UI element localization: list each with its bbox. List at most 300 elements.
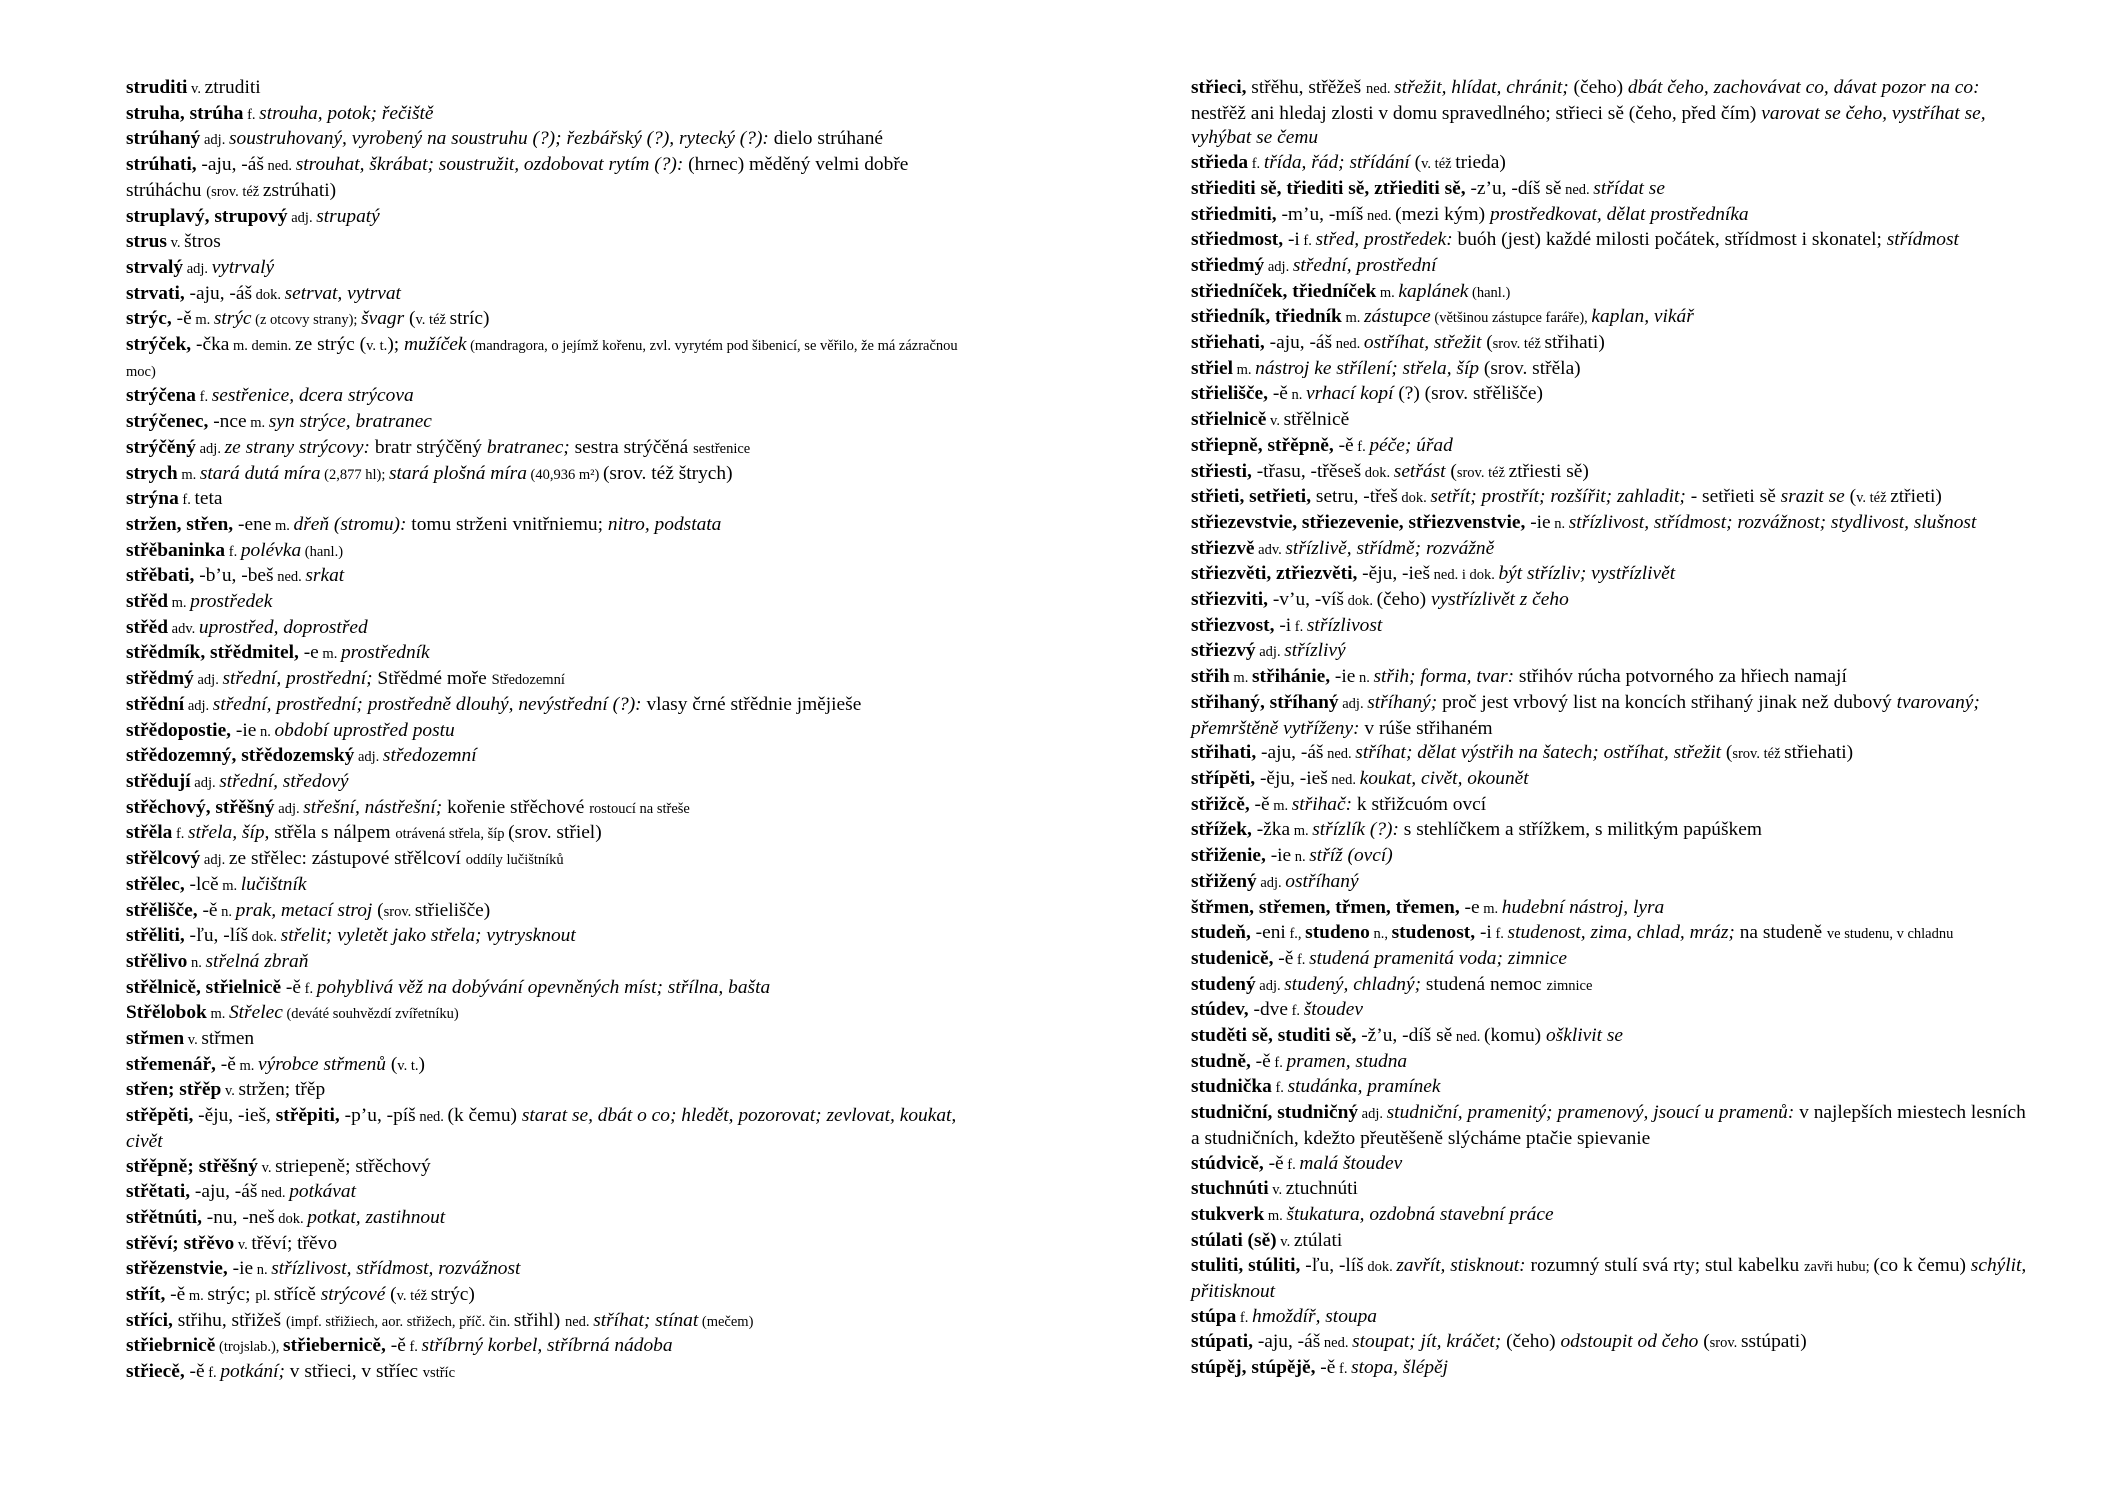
headword: střiedník, třiedník	[1191, 306, 1342, 328]
headword: strýčenec,	[126, 411, 214, 433]
entry-text: střícě	[273, 1284, 321, 1306]
grammar-note: m.	[1376, 284, 1399, 301]
headword: strvalý	[126, 256, 184, 278]
grammar-note: f.	[1248, 156, 1264, 173]
meaning-text: srazit se	[1780, 486, 1845, 508]
grammar-note: oddíly lučištníků	[465, 852, 564, 869]
headword: stúpati,	[1191, 1331, 1258, 1353]
headword: střiezvý	[1191, 640, 1256, 662]
dictionary-entry	[1191, 1050, 2034, 1076]
entry-text: (srov. střěla)	[1479, 357, 1581, 379]
headword: střěpěti,	[126, 1105, 199, 1127]
meaning-text: střízlík (?):	[1312, 819, 1399, 841]
grammar-note: v.	[234, 1236, 252, 1253]
meaning-text: zástupce	[1364, 306, 1431, 328]
headword: stříci,	[126, 1309, 178, 1331]
grammar-note: n.	[1291, 849, 1310, 866]
meaning-text: střízlivě, střídmě; rozvážně	[1285, 537, 1495, 559]
entry-text: sestra strýčěná	[569, 436, 694, 458]
meaning-text: stará plošná míra	[389, 462, 527, 484]
grammar-note: (trojslab.),	[215, 1339, 284, 1356]
entry-text: (srov. střiel)	[508, 822, 602, 844]
dictionary-entry	[1191, 818, 2034, 844]
meaning-text: strýc	[213, 308, 252, 330]
dictionary-entry	[1191, 767, 2034, 793]
meaning-text: střihač:	[1291, 793, 1353, 815]
dictionary-entry	[1191, 1024, 2034, 1050]
grammar-note: n.	[1287, 387, 1307, 404]
entry-text: -i	[1279, 614, 1292, 636]
headword: stuliti, stúliti,	[1191, 1255, 1306, 1277]
grammar-note: ve studenu, v chladnu	[1826, 926, 1954, 943]
headword: střiedmost,	[1191, 229, 1288, 251]
meaning-text: potkat, zastihnout	[307, 1206, 446, 1228]
dictionary-entry	[1191, 76, 2034, 151]
meaning-text: varovat se čeho, vystříhat se, vyhýbat se čemu	[1191, 102, 1986, 149]
dictionary-entry	[126, 513, 976, 539]
headword: střemenář,	[126, 1053, 221, 1075]
meaning-text: stopa, šlépěj	[1351, 1357, 1449, 1379]
dictionary-entry	[126, 282, 976, 308]
dictionary-entry	[126, 1001, 976, 1027]
entry-text: střihóv rúcha potvorného za hřiech namají	[1514, 666, 1847, 688]
meaning-text: dbát čeho, zachovávat co, dávat pozor na co:	[1627, 77, 1980, 98]
dictionary-entry	[126, 127, 976, 153]
dictionary-entry	[126, 539, 976, 565]
grammar-note: m.	[191, 312, 214, 329]
entry-text: -ľu, -líš	[1305, 1255, 1364, 1277]
dictionary-entry	[126, 230, 976, 256]
grammar-note: (impf. střižiech, aor. střižech, příč. čin.	[285, 1313, 514, 1330]
meaning-text: strupatý	[316, 205, 380, 227]
dictionary-entry	[126, 693, 976, 719]
meaning-text: soustruhovaný, vyrobený na soustruhu (?); řezbářský (?), rytecký (?):	[228, 128, 769, 150]
meaning-text: studený, chladný;	[1284, 973, 1422, 995]
grammar-note: adj.	[1338, 695, 1368, 712]
entry-text: nestřěž ani hledaj zlosti v domu spravedlného; střieci sě (čeho, před čím)	[1191, 102, 1762, 124]
grammar-note: n.	[256, 723, 275, 740]
grammar-note: Středozemní	[491, 672, 565, 689]
dictionary-entry	[126, 899, 976, 925]
dictionary-entry	[126, 564, 976, 590]
entry-text: -ie	[235, 719, 257, 741]
entry-text: střěla s nálpem	[269, 822, 396, 844]
headword: střiezviti,	[1191, 589, 1273, 611]
dictionary-entry	[1191, 434, 2034, 460]
grammar-note: m.	[177, 466, 200, 483]
dictionary-entry	[126, 641, 976, 667]
grammar-note: v.	[1276, 1233, 1294, 1250]
entry-text: setru, -třeš	[1315, 486, 1398, 508]
meaning-text: prostředek	[190, 591, 273, 613]
grammar-note: ned.	[1332, 336, 1364, 353]
entry-text: -e	[1464, 896, 1480, 918]
headword: střiebrnicě	[126, 1335, 216, 1357]
meaning-text: dřeň (stromu):	[293, 513, 407, 535]
entry-text: ztřiesti sě)	[1508, 460, 1589, 482]
meaning-text: potkání;	[220, 1361, 285, 1383]
meaning-text: střešní, nástřešní;	[303, 796, 443, 818]
grammar-note: srov.	[1709, 1335, 1741, 1352]
entry-text: (srov. též štrych)	[602, 462, 733, 484]
headword: studenicě,	[1191, 947, 1279, 969]
meaning-text: štoudev	[1303, 999, 1363, 1021]
headword: studniční, studničný	[1191, 1102, 1359, 1124]
entry-text: v rúše střihaném	[1359, 717, 1493, 739]
grammar-note: m.	[168, 595, 191, 612]
entry-text: -ě	[1255, 1050, 1271, 1072]
entry-text: -eni	[1255, 922, 1286, 944]
dictionary-entry	[1191, 331, 2034, 357]
meaning-text: setrvat, vytrvat	[284, 282, 401, 304]
grammar-note: f.	[225, 543, 241, 560]
headword: střielnicě	[1191, 409, 1267, 431]
grammar-note: f.	[178, 492, 195, 509]
grammar-note: (většinou zástupce faráře),	[1430, 310, 1592, 327]
headword: střěpiti,	[275, 1105, 345, 1127]
headword: střieci,	[1191, 77, 1252, 98]
meaning-text: starat se, dbát o co; hledět, pozorovat; zevlovat, koukat, civět	[126, 1105, 957, 1152]
grammar-note: adj.	[1256, 874, 1286, 891]
entry-text: -ie	[1530, 511, 1551, 533]
grammar-note: adj.	[183, 260, 212, 277]
grammar-note: dok.	[1397, 490, 1431, 507]
dictionary-entry	[126, 333, 976, 384]
headword: střiediti sě, třiediti sě, ztřiediti sě,	[1191, 177, 1471, 199]
headword: střědozemný, střědozemský	[126, 745, 355, 767]
grammar-note: m.	[1290, 823, 1313, 840]
dictionary-entry	[1191, 485, 2034, 511]
meaning-text: švagr	[361, 308, 405, 330]
grammar-note: n.	[1550, 515, 1569, 532]
meaning-text: střídat se	[1593, 177, 1665, 199]
entry-text: (komu)	[1484, 1025, 1546, 1047]
dictionary-entry	[126, 1283, 976, 1309]
grammar-note: rostoucí na střeše	[589, 800, 690, 817]
headword: střížek,	[1191, 819, 1257, 841]
grammar-note: v.	[257, 1159, 276, 1176]
meaning-text: prostředník	[340, 642, 430, 664]
entry-text: teta	[194, 488, 223, 510]
dictionary-entry	[126, 1309, 976, 1335]
meaning-text: střední, prostřední;	[222, 668, 373, 690]
headword: Střělobok	[126, 1002, 207, 1024]
headword: struditi	[126, 77, 188, 98]
grammar-note: f.	[1236, 1309, 1252, 1326]
meaning-text: pramen, studna	[1286, 1050, 1408, 1072]
grammar-note: ned.	[273, 569, 306, 586]
entry-text: trieda)	[1455, 152, 1506, 174]
entry-text: rozumný stulí svá rty; stul kabelku	[1525, 1255, 1805, 1277]
meaning-text: středozemní	[382, 745, 477, 767]
dictionary-entry	[1191, 177, 2034, 203]
dictionary-entry	[126, 796, 976, 822]
dictionary-entry	[126, 950, 976, 976]
grammar-note: f.	[1270, 1054, 1287, 1071]
meaning-text: hmoždíř, stoupa	[1252, 1305, 1377, 1327]
dictionary-entry	[126, 1360, 976, 1386]
headword: strýc,	[126, 308, 177, 330]
grammar-note: m.	[235, 1057, 258, 1074]
headword: střiezvě	[1191, 537, 1255, 559]
grammar-note: v. též	[1856, 490, 1891, 507]
headword: střiženie,	[1191, 845, 1271, 867]
grammar-note: dok.	[1343, 593, 1377, 610]
grammar-note: adj.	[354, 749, 383, 766]
grammar-note: ned.	[1363, 207, 1396, 224]
grammar-note: otrávená střela, šíp	[395, 826, 509, 843]
meaning-text: střelná zbraň	[205, 950, 309, 972]
grammar-note: adj.	[1358, 1106, 1387, 1123]
meaning-text: střežit, hlídat, chránit;	[1394, 77, 1569, 98]
grammar-note: dok.	[274, 1210, 308, 1227]
grammar-note: n.	[253, 1262, 272, 1279]
meaning-text: bratranec;	[486, 436, 570, 458]
grammar-note: m.	[1229, 670, 1252, 687]
grammar-note: v.	[1266, 413, 1284, 430]
dictionary-entry	[1191, 614, 2034, 640]
dictionary-entry	[1191, 639, 2034, 665]
dictionary-entry	[126, 873, 976, 899]
grammar-note: m.	[1233, 361, 1256, 378]
entry-text: -ě	[202, 899, 218, 921]
grammar-note: v.	[184, 1032, 202, 1049]
meaning-text: prostředkovat, dělat prostředníka	[1489, 203, 1749, 225]
entry-text: štros	[184, 231, 221, 253]
headword: střěbaninka	[126, 539, 226, 561]
grammar-note: f.	[1293, 951, 1310, 968]
grammar-note: dok.	[1361, 464, 1394, 481]
headword: střěliti,	[126, 925, 190, 947]
entry-text: v najlepších miestech lesních a studničních, kdežto přeutěšeně slýcháme ptačie spievanie	[1191, 1102, 2026, 1149]
entry-text: (	[404, 308, 416, 330]
entry-text: -aju, -áš	[1257, 1331, 1321, 1353]
meaning-text: stříž (ovcí)	[1309, 845, 1393, 867]
meaning-text: syn strýce, bratranec	[268, 411, 432, 433]
grammar-note: srov. též	[1492, 336, 1545, 353]
meaning-text: malá štoudev	[1299, 1152, 1403, 1174]
entry-text: - setřieti sě	[1685, 486, 1781, 508]
dictionary-entry	[126, 462, 976, 488]
entry-text: -žka	[1256, 819, 1291, 841]
headword: střiezevstvie, střiezevenie, střiezvenstvie,	[1191, 511, 1531, 533]
dictionary-entry	[126, 1027, 976, 1053]
headword: stukverk	[1191, 1203, 1265, 1225]
grammar-note: pl.	[255, 1288, 274, 1305]
dictionary-entry	[1191, 870, 2034, 896]
dictionary-entry	[1191, 588, 2034, 614]
grammar-note: ned.	[1452, 1029, 1485, 1046]
grammar-note: srov.	[383, 903, 415, 920]
dictionary-entry	[1191, 1305, 2034, 1331]
grammar-note: srov. též	[1456, 464, 1509, 481]
meaning-text: nitro, podstata	[607, 513, 722, 535]
grammar-note: m.	[1264, 1207, 1287, 1224]
meaning-text: střela, šíp,	[188, 822, 270, 844]
dictionary-entry	[1191, 562, 2034, 588]
grammar-note: f.	[1491, 926, 1508, 943]
headword: střiedmiti,	[1191, 203, 1282, 225]
grammar-note: adj.	[193, 672, 223, 689]
grammar-note: adj.	[1264, 258, 1293, 275]
entry-text: -b’u, -beš	[199, 565, 274, 587]
grammar-note: v. t.	[366, 338, 388, 355]
entry-text: -ě	[1320, 1357, 1336, 1379]
entry-text: -dve	[1253, 999, 1288, 1021]
meaning-text: ostříhat, střežit	[1363, 332, 1482, 354]
entry-text: studená nemoc	[1421, 973, 1547, 995]
headword: střen; střěp	[126, 1079, 222, 1101]
dictionary-entry	[1191, 511, 2034, 537]
grammar-note: adj.	[190, 774, 220, 791]
meaning-text: ošklivit se	[1545, 1025, 1623, 1047]
entry-text: střihu, střižeš	[177, 1309, 286, 1331]
headword: střětati,	[126, 1181, 195, 1203]
grammar-note: adj.	[184, 697, 213, 714]
dictionary-entry	[1191, 280, 2034, 306]
entry-text: -aju, -áš	[194, 1181, 258, 1203]
grammar-note: v.	[221, 1083, 239, 1100]
dictionary-entry	[126, 616, 976, 642]
grammar-note: f.	[204, 1365, 221, 1382]
meaning-text: mužíček	[404, 334, 467, 356]
entry-text: střěhu, střěžeš	[1251, 77, 1366, 98]
meaning-text: vrhací kopí	[1306, 383, 1394, 405]
headword: střiedmý	[1191, 254, 1265, 276]
entry-text: -ěju, -ieš	[1259, 767, 1328, 789]
entry-text: kořenie střěchové	[442, 796, 590, 818]
right-column	[1191, 76, 2034, 1382]
headword: střiezvěti, ztřiezvěti,	[1191, 563, 1363, 585]
dictionary-entry	[1191, 844, 2034, 870]
headword: střiehati,	[1191, 332, 1270, 354]
headword: studený	[1191, 973, 1256, 995]
grammar-note: dok.	[252, 286, 285, 303]
meaning-text: střídmost	[1886, 229, 1959, 251]
meaning-text: prak, metací stroj	[235, 899, 373, 921]
entry-text: -ě	[176, 308, 192, 330]
headword: strýna	[126, 488, 179, 510]
entry-text: ze strýc (	[295, 334, 367, 356]
dictionary-entry	[126, 205, 976, 231]
dictionary-entry	[126, 1078, 976, 1104]
entry-text: (k čemu)	[447, 1105, 522, 1127]
dictionary-entry	[1191, 665, 2034, 691]
grammar-note: (mandragora, o jejímž kořenu, zvl. vyrytém pod šibenicí, se věřilo, že má zázračnou moc)	[126, 338, 958, 380]
dictionary-entry	[126, 744, 976, 770]
grammar-note: (deváté souhvězdí zvířetníku)	[282, 1006, 459, 1023]
entry-text: stríc)	[449, 308, 490, 330]
headword: stúpa	[1191, 1305, 1237, 1327]
headword: studnička	[1191, 1076, 1272, 1098]
grammar-note: m.	[1269, 797, 1292, 814]
entry-text: třěví; třěvo	[251, 1232, 338, 1254]
headword: struha, strúha	[126, 102, 244, 124]
dictionary-entry	[126, 847, 976, 873]
headword: strýček,	[126, 334, 196, 356]
meaning-text: srkat	[305, 565, 345, 587]
entry-text: -i	[1479, 922, 1492, 944]
dictionary-entry	[1191, 1177, 2034, 1203]
entry-text: ztuchnúti	[1285, 1178, 1358, 1200]
meaning-text: studánka, pramínek	[1287, 1076, 1441, 1098]
dictionary-entry	[1191, 1229, 2034, 1255]
dictionary-entry	[1191, 1330, 2034, 1356]
dictionary-entry	[126, 1104, 976, 1154]
headword: střěví; střěvo	[126, 1232, 235, 1254]
meaning-text: hudební nástroj, lyra	[1501, 896, 1665, 918]
entry-text: (	[1698, 1331, 1710, 1353]
meaning-text: vystřízlivět z čeho	[1430, 589, 1569, 611]
entry-text: ztruditi	[204, 77, 261, 98]
dictionary-entry	[126, 976, 976, 1002]
entry-text: -ene	[238, 513, 272, 535]
entry-text: střiehati)	[1784, 742, 1854, 764]
meaning-text: kaplan, vikář	[1591, 306, 1694, 328]
dictionary-entry	[1191, 1356, 2034, 1382]
entry-text: střihati)	[1544, 332, 1605, 354]
meaning-text: střední, prostřední; prostředně dlouhý, nevýstřední (?):	[212, 693, 642, 715]
headword: strus	[126, 231, 167, 253]
entry-text: ztřieti)	[1890, 486, 1942, 508]
entry-text: střihl)	[513, 1309, 565, 1331]
headword: střihánie,	[1251, 666, 1335, 688]
entry-text: -m’u, -míš	[1281, 203, 1364, 225]
entry-text: (co k čemu)	[1873, 1255, 1971, 1277]
headword: stúdvicě,	[1191, 1152, 1269, 1174]
dictionary-entry	[1191, 921, 2034, 947]
headword: strúhati,	[126, 154, 202, 176]
grammar-note: n.	[1355, 670, 1374, 687]
grammar-note: (mečem)	[698, 1313, 754, 1330]
headword: stržen, střen,	[126, 513, 238, 535]
headword: střihaný, stříhaný	[1191, 691, 1339, 713]
grammar-note: srov. též	[1732, 746, 1785, 763]
entry-text: (?) (srov. střělišče)	[1393, 383, 1543, 405]
meaning-text: Střelec	[228, 1002, 283, 1024]
headword: střězenstvie,	[126, 1258, 233, 1280]
dictionary-entry	[126, 924, 976, 950]
meaning-text: střelit; vyletět jako střela; vytrysknout	[280, 925, 576, 947]
dictionary-entry	[1191, 357, 2034, 383]
meaning-text: zavřít, stisknout:	[1396, 1255, 1526, 1277]
headword: střělec,	[126, 873, 190, 895]
meaning-text: uprostřed, doprostřed	[198, 616, 368, 638]
dictionary-entry	[126, 770, 976, 796]
grammar-note: f.,	[1285, 926, 1306, 943]
grammar-note: f.	[1335, 1361, 1352, 1378]
entry-text: -ě	[1268, 1152, 1284, 1174]
entry-text: k střižcuóm ovcí	[1352, 793, 1487, 815]
grammar-note: ned.	[1365, 81, 1395, 97]
dictionary-entry	[126, 1232, 976, 1258]
dictionary-entry	[126, 76, 976, 102]
meaning-text: strýcové	[320, 1284, 386, 1306]
headword: studěti sě, studiti sě,	[1191, 1025, 1362, 1047]
grammar-note: ned.	[1561, 181, 1594, 198]
entry-text: střělnicě	[1283, 409, 1350, 431]
entry-text: -ě	[220, 1053, 236, 1075]
entry-text: sstúpati)	[1740, 1331, 1807, 1353]
headword: střědmý	[126, 668, 194, 690]
headword: střižcě,	[1191, 793, 1255, 815]
grammar-note: adj.	[274, 800, 304, 817]
meaning-text: tvarovaný; přemrštěně vytříženy:	[1191, 691, 1980, 739]
entry-text: -aju, -áš	[1269, 332, 1333, 354]
headword: střělišče,	[126, 899, 203, 921]
dictionary-entry	[1191, 151, 2034, 177]
grammar-note: (2,877 hl);	[320, 466, 389, 483]
